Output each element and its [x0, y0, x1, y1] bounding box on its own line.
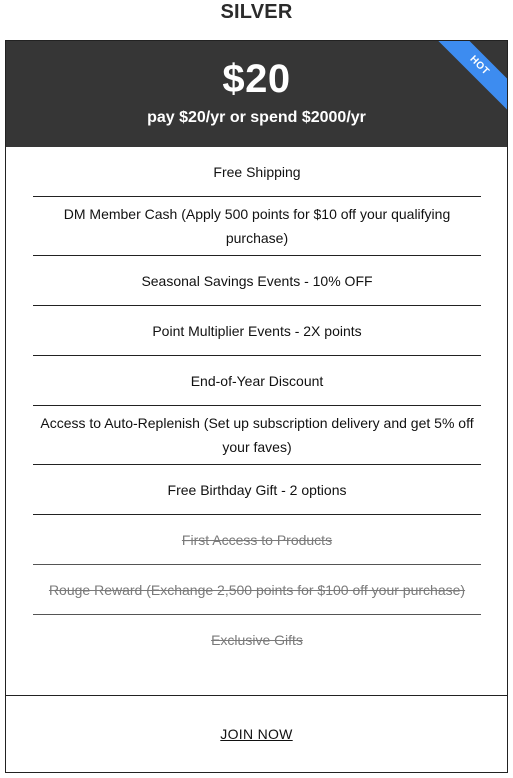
feature-item-first-access: First Access to Products [33, 515, 481, 565]
feature-item-rouge-reward: Rouge Reward (Exchange 2,500 points for $100 off your purchase) [33, 565, 481, 615]
price-subtitle: pay $20/yr or spend $2000/yr [147, 109, 366, 126]
feature-item-auto-replenish: Access to Auto-Replenish (Set up subscription delivery and get 5% off your faves) [33, 406, 481, 465]
join-now-link[interactable]: JOIN NOW [220, 726, 293, 742]
price-header [6, 41, 507, 147]
feature-item-exclusive-gifts: Exclusive Gifts [211, 632, 303, 648]
price-amount: $20 [222, 57, 291, 101]
hot-badge: HOT [433, 41, 507, 112]
feature-item-end-of-year-discount: End-of-Year Discount [33, 356, 481, 406]
tier-title: SILVER [220, 1, 293, 23]
feature-item-point-multiplier: Point Multiplier Events - 2X points [33, 306, 481, 356]
feature-item-member-cash: DM Member Cash (Apply 500 points for $10 off your qualifying purchase) [33, 197, 481, 256]
pricing-card [5, 40, 508, 773]
card-footer [6, 695, 507, 772]
feature-item-seasonal-savings: Seasonal Savings Events - 10% OFF [33, 256, 481, 306]
feature-list [33, 147, 481, 665]
feature-item-birthday-gift: Free Birthday Gift - 2 options [33, 465, 481, 515]
feature-item-free-shipping: Free Shipping [33, 147, 481, 197]
